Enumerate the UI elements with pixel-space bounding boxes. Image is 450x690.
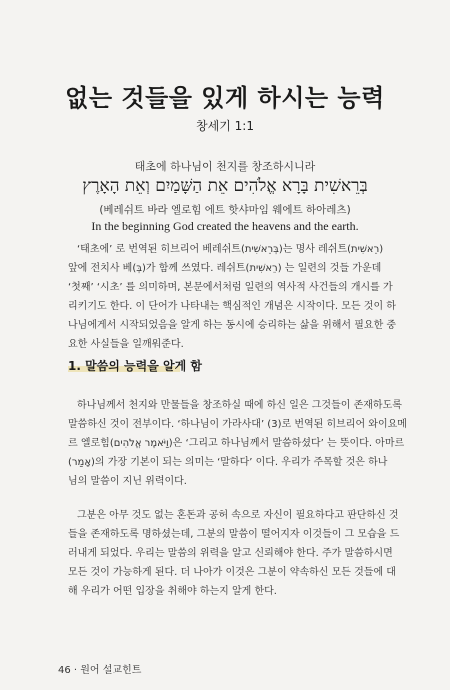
- text-line: 요한 사실들을 일깨워준다.: [68, 339, 184, 350]
- verse-transliteration: (베레쉬트 바라 엘로힘 에트 핫샤마임 웨에트 하아레츠): [99, 204, 351, 216]
- text-line: 그분은 아무 것도 없는 혼돈과 공허 속으로 자신이 필요하다고 판단하신 것: [77, 510, 399, 521]
- verse-hebrew: בְּרֵאשִׁית בָּרָא אֱלֹהִים אֵת הַשָּׁמַיִם וְאֵת הָאָרֶץ: [82, 176, 368, 196]
- scripture-reference: 창세기 1:1: [196, 119, 254, 133]
- text-line: 말씀하신 것이 전부이다. ‘하나님이 가라사대’ (3)로 번역된 히브리어 와이요메: [68, 419, 407, 430]
- text-line: 모든 것이 가능하게 된다. 더 나아가 이것은 그분이 약속하신 모든 것들에 대: [68, 567, 396, 578]
- paragraph-trust: [68, 506, 400, 601]
- verse-korean: 태초에 하나님이 천지를 창조하시니라: [134, 160, 316, 173]
- page-title: 없는 것들을 있게 하시는 능력: [65, 84, 385, 112]
- text-line: ‘태초에’ 로 번역된 히브리어 베레쉬트(בְּרֵאשִׁית)는 명사 레쉬트(רֵאשִׁית): [77, 244, 384, 255]
- text-line: ‘첫째’ ‘시초’ 를 의미하며, 본문에서처럼 일련의 역사적 사건들의 개시를 가: [68, 282, 393, 293]
- text-line: 님의 말씀이 지닌 위력이다.: [68, 476, 187, 487]
- text-line: 리키기도 한다. 이 단어가 나타내는 핵심적인 개념은 시작이다. 모든 것이 하: [68, 301, 396, 312]
- text-line: 하나님께서 천지와 만물들을 창조하실 때에 하신 일은 그것들이 존재하도록: [77, 400, 402, 411]
- text-line: 러내게 되었다. 우리는 말씀의 위력을 알고 신뢰해야 한다. 주가 말씀하시면: [68, 548, 393, 559]
- section-heading: 1. 말씀의 능력을 알게 함: [68, 359, 202, 373]
- text-line: 해 우리가 어떤 입장을 취해야 하는지 알게 한다.: [68, 586, 277, 597]
- page-footer: 46 · 원어 설교힌트: [58, 665, 142, 676]
- text-line: (אָמַר)의 가장 기본이 되는 의미는 ‘말하다’ 이다. 우리가 주목할 것은 하나: [68, 457, 388, 468]
- text-line: 들을 존재하도록 명하셨는데, 그분의 말씀이 떨어지자 이것들이 그 모습을 드: [68, 529, 400, 540]
- paragraph-word-power: [68, 396, 407, 491]
- text-line: 앞에 전치사 베(בְּ)가 함께 쓰였다. 레쉬트(רֵאשִׁית) 는 일련의 것들 가운데: [68, 263, 382, 274]
- text-line: 나님에게서 시작되었음을 알게 하는 동시에 승리하는 삶을 위해서 필요한 중: [68, 320, 397, 331]
- text-line: 르 엘로힘(וַיֹּאמֶר אֱלֹהִים)은 ‘그리고 하나님께서 말씀하셨다’ 는 뜻이다. 아마르: [68, 438, 405, 449]
- verse-english: In the beginning God created the heavens and the earth.: [91, 219, 359, 233]
- paragraph-intro: [68, 240, 400, 354]
